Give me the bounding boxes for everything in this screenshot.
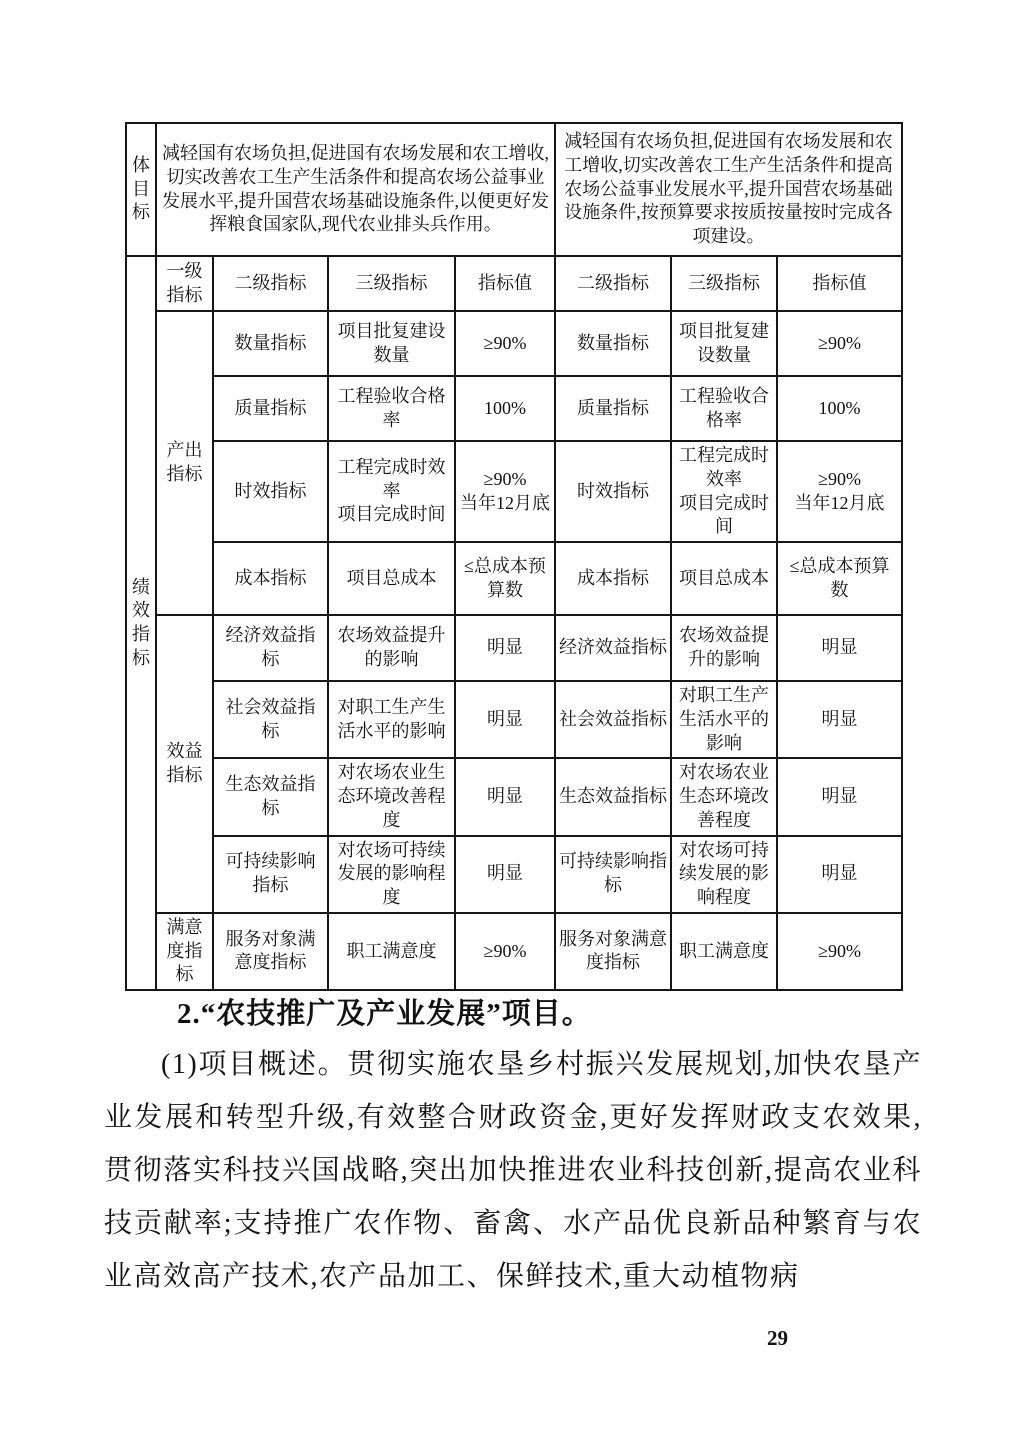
indicator-row-economic xyxy=(126,615,902,681)
group-output: 产出指标 xyxy=(156,311,213,615)
level2-cell: 服务对象满意度指标 xyxy=(555,913,671,990)
header-value-right: 指标值 xyxy=(777,256,902,311)
level3-cell: 对农场农业生态环境改善程度 xyxy=(671,758,777,835)
level3-cell: 工程验收合格率 xyxy=(328,376,455,441)
value-cell: 明显 xyxy=(455,836,555,913)
level2-cell: 经济效益指标 xyxy=(213,615,328,681)
level3-cell: 对职工生产生活水平的影响 xyxy=(671,681,777,758)
objective-row-label: 体目标 xyxy=(126,123,156,256)
level3-cell: 职工满意度 xyxy=(671,913,777,990)
group-benefit: 效益指标 xyxy=(156,615,213,913)
level3-cell: 对职工生产生活水平的影响 xyxy=(328,681,455,758)
value-cell: 明显 xyxy=(777,615,902,681)
value-cell: 100% xyxy=(777,376,902,441)
indicator-header-row xyxy=(126,256,902,311)
indicator-table-label: 绩效指标 xyxy=(126,256,156,990)
indicator-row-quality xyxy=(126,376,902,441)
level3-cell: 工程完成时效率 项目完成时间 xyxy=(671,441,777,542)
level3-cell: 对农场农业生态环境改善程度 xyxy=(328,758,455,835)
header-level2-right: 二级指标 xyxy=(555,256,671,311)
level2-cell: 生态效益指标 xyxy=(555,758,671,835)
value-cell: ≥90% xyxy=(777,913,902,990)
objective-left-cell: 减轻国有农场负担,促进国有农场发展和农工增收,切实改善农工生产生活条件和提高农场公益事业发展水平,提升国营农场基础设施条件,以便更好发挥粮食国家队,现代农业排头兵作用。 xyxy=(156,123,555,256)
level3-cell: 工程完成时效率 项目完成时间 xyxy=(328,441,455,542)
value-cell: ≤总成本预算数 xyxy=(777,542,902,615)
header-level1: 一级指标 xyxy=(156,256,213,311)
level2-cell: 成本指标 xyxy=(213,542,328,615)
level3-cell: 农场效益提升的影响 xyxy=(328,615,455,681)
indicator-row-sustainability xyxy=(126,836,902,913)
performance-indicator-table xyxy=(125,122,903,991)
level3-cell: 对农场可持续发展的影响程度 xyxy=(671,836,777,913)
indicator-row-cost xyxy=(126,542,902,615)
value-cell: 明显 xyxy=(777,758,902,835)
level3-cell: 项目批复建设数量 xyxy=(671,311,777,376)
level2-cell: 可持续影响指标 xyxy=(213,836,328,913)
level2-cell: 成本指标 xyxy=(555,542,671,615)
level2-cell: 服务对象满意度指标 xyxy=(213,913,328,990)
page-number: 29 xyxy=(767,1326,788,1350)
level2-cell: 可持续影响指标 xyxy=(555,836,671,913)
objective-right-cell: 减轻国有农场负担,促进国有农场发展和农工增收,切实改善农工生产生活条件和提高农场公益事业发展水平,提升国营农场基础设施条件,按预算要求按质按量按时完成各项建设。 xyxy=(555,123,902,256)
level3-cell: 职工满意度 xyxy=(328,913,455,990)
value-cell: 明显 xyxy=(777,681,902,758)
value-cell: ≥90% 当年12月底 xyxy=(777,441,902,542)
indicator-row-quantity xyxy=(126,311,902,376)
level3-cell: 项目批复建设数量 xyxy=(328,311,455,376)
level2-cell: 经济效益指标 xyxy=(555,615,671,681)
value-cell: ≥90% xyxy=(455,311,555,376)
header-value-left: 指标值 xyxy=(455,256,555,311)
value-cell: ≥90% 当年12月底 xyxy=(455,441,555,542)
level2-cell: 质量指标 xyxy=(213,376,328,441)
level2-cell: 时效指标 xyxy=(555,441,671,542)
level2-cell: 质量指标 xyxy=(555,376,671,441)
value-cell: 明显 xyxy=(455,681,555,758)
group-satisfaction: 满意度指标 xyxy=(156,913,213,990)
level2-cell: 生态效益指标 xyxy=(213,758,328,835)
header-level3-left: 三级指标 xyxy=(328,256,455,311)
indicator-row-timeliness xyxy=(126,441,902,542)
body-paragraph: (1)项目概述。贯彻实施农垦乡村振兴发展规划,加快农垦产业发展和转型升级,有效整合财政资金,更好发挥财政支农效果,贯彻落实科技兴国战略,突出加快推进农业科技创新,提高农业科技贡献率;支持推广农作物、畜禽、水产品优良新品种繁育与农业高效高产技术,农产品加工、保鲜技术,重大动植物病 xyxy=(104,1049,922,1292)
level3-cell: 项目总成本 xyxy=(328,542,455,615)
level2-cell: 社会效益指标 xyxy=(555,681,671,758)
level2-cell: 数量指标 xyxy=(213,311,328,376)
indicator-row-social xyxy=(126,681,902,758)
level3-cell: 工程验收合格率 xyxy=(671,376,777,441)
level2-cell: 社会效益指标 xyxy=(213,681,328,758)
level2-cell: 数量指标 xyxy=(555,311,671,376)
header-level3-right: 三级指标 xyxy=(671,256,777,311)
header-level2-left: 二级指标 xyxy=(213,256,328,311)
level3-cell: 对农场可持续发展的影响程度 xyxy=(328,836,455,913)
value-cell: 明显 xyxy=(455,615,555,681)
value-cell: ≤总成本预算数 xyxy=(455,542,555,615)
section-heading: 2.“农技推广及产业发展”项目。 xyxy=(177,998,592,1030)
level2-cell: 时效指标 xyxy=(213,441,328,542)
level3-cell: 项目总成本 xyxy=(671,542,777,615)
value-cell: 明显 xyxy=(777,836,902,913)
value-cell: ≥90% xyxy=(777,311,902,376)
objective-row xyxy=(126,123,902,256)
value-cell: 100% xyxy=(455,376,555,441)
value-cell: ≥90% xyxy=(455,913,555,990)
indicator-row-satisfaction xyxy=(126,913,902,990)
value-cell: 明显 xyxy=(455,758,555,835)
level3-cell: 农场效益提升的影响 xyxy=(671,615,777,681)
indicator-row-ecological xyxy=(126,758,902,835)
